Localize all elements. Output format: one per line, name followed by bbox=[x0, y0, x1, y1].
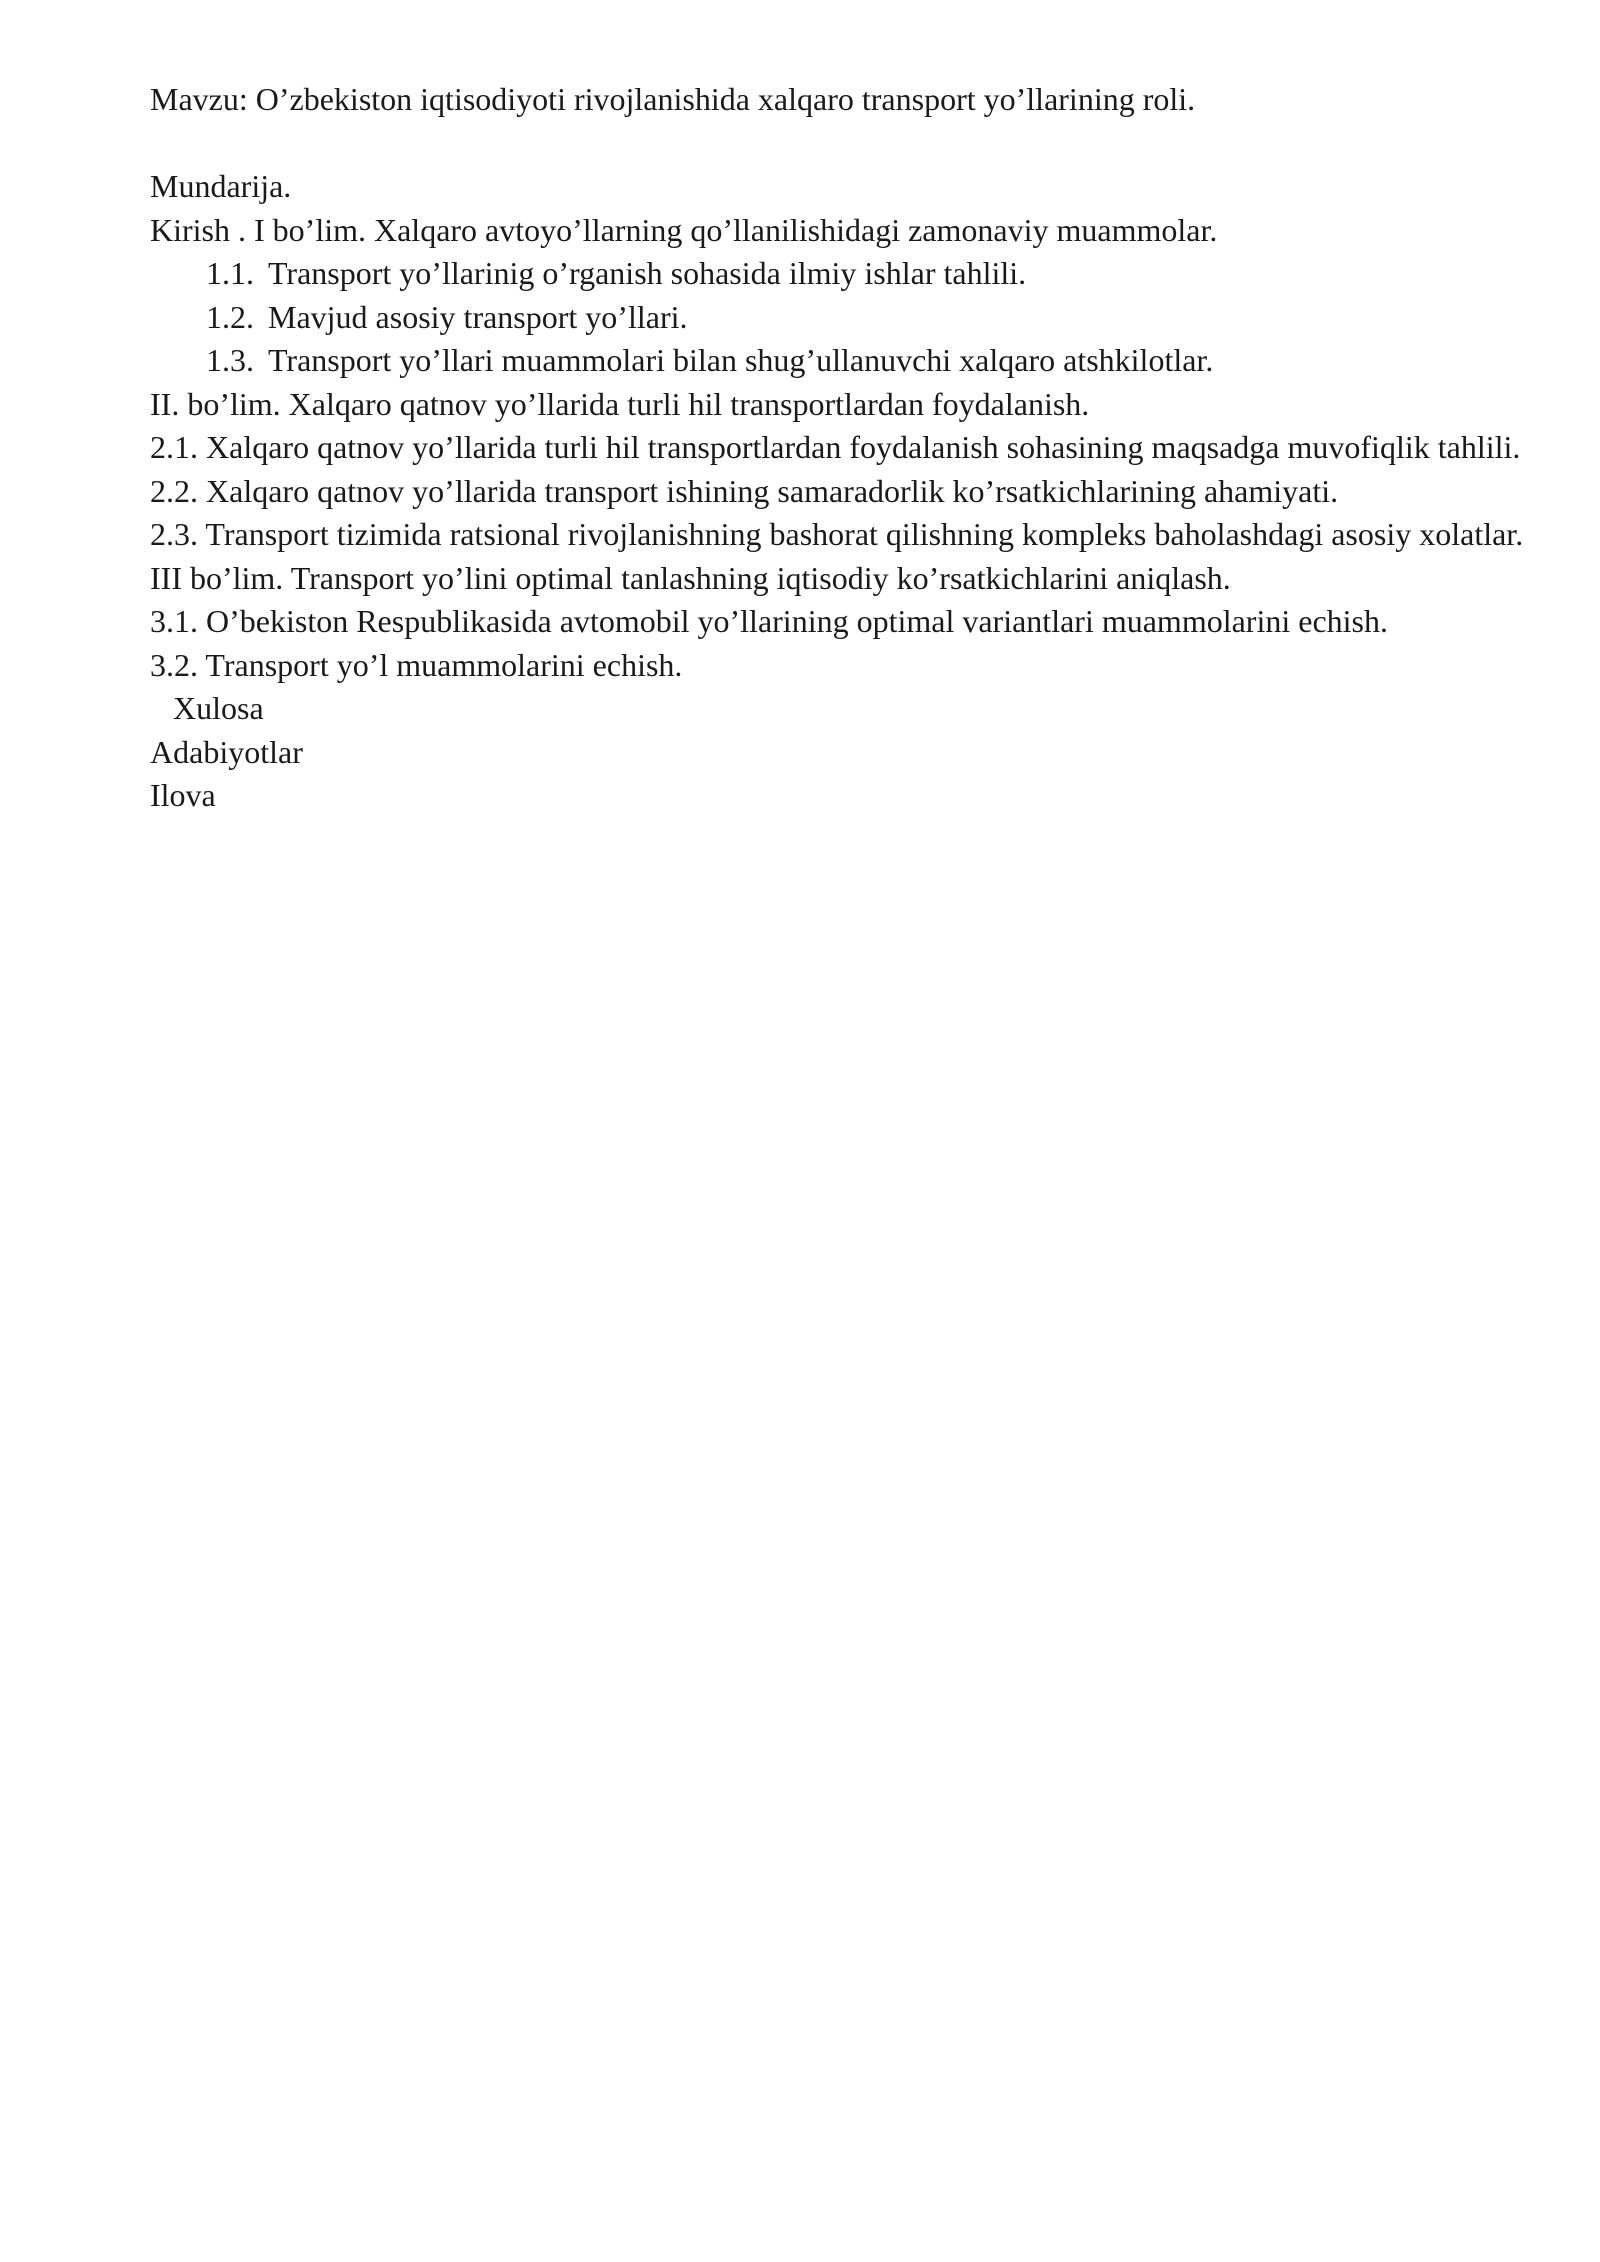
toc-item-number: 1.1. bbox=[206, 255, 254, 291]
toc-item-number: 1.2. bbox=[206, 298, 254, 335]
document-topic: Mavzu: O’zbekiston iqtisodiyoti rivojlanishida xalqaro transport yo’llarining roli. bbox=[150, 81, 1196, 117]
toc-intro-part1: Kirish . I bo’lim. Xalqaro avtoyo’llarning qo’llanilishidagi zamonaviy muammolar. bbox=[150, 211, 1218, 248]
toc-item-text: Transport yo’llarinig o’rganish sohasida ilmiy ishlar tahlili. bbox=[268, 255, 1027, 291]
toc-references: Adabiyotlar bbox=[150, 733, 303, 770]
toc-item-text: Mavjud asosiy transport yo’llari. bbox=[268, 298, 688, 335]
toc-item-2-2: 2.2. Xalqaro qatnov yo’llarida transport ishining samaradorlik ko’rsatkichlarining ahamiyati. bbox=[150, 472, 1339, 509]
toc-item-2-1: 2.1. Xalqaro qatnov yo’llarida turli hil transportlardan foydalanish sohasining maqsadga muvofiqlik tahlili. bbox=[150, 429, 1521, 465]
toc-item-text: Transport yo’llari muammolari bilan shug’ullanuvchi xalqaro atshkilotlar. bbox=[268, 342, 1214, 378]
toc-item-3-2: 3.2. Transport yo’l muammolarini echish. bbox=[150, 646, 683, 683]
toc-item-1-2 bbox=[76, 296, 1524, 340]
contents-heading: Mundarija. bbox=[150, 168, 292, 204]
toc-item-number: 1.3. bbox=[206, 342, 254, 378]
toc-item-1-1 bbox=[76, 252, 1524, 296]
toc-conclusion: Xulosa bbox=[173, 690, 264, 726]
document-body bbox=[76, 78, 1524, 818]
toc-item-2-3: 2.3. Transport tizimida ratsional rivojlanishning bashorat qilishning kompleks baholashdagi asosiy xolatlar. bbox=[150, 516, 1524, 552]
toc-part3: III bo’lim. Transport yo’lini optimal tanlashning iqtisodiy ko’rsatkichlarini aniqlash. bbox=[150, 559, 1231, 596]
toc-appendix: Ilova bbox=[150, 777, 216, 813]
blank-line bbox=[76, 122, 1524, 166]
toc-item-1-3 bbox=[76, 339, 1524, 383]
toc-item-3-1: 3.1. O’bekiston Respublikasida avtomobil yo’llarining optimal variantlari muammolarini echish. bbox=[150, 603, 1388, 639]
toc-part2: II. bo’lim. Xalqaro qatnov yo’llarida turli hil transportlardan foydalanish. bbox=[150, 385, 1090, 422]
